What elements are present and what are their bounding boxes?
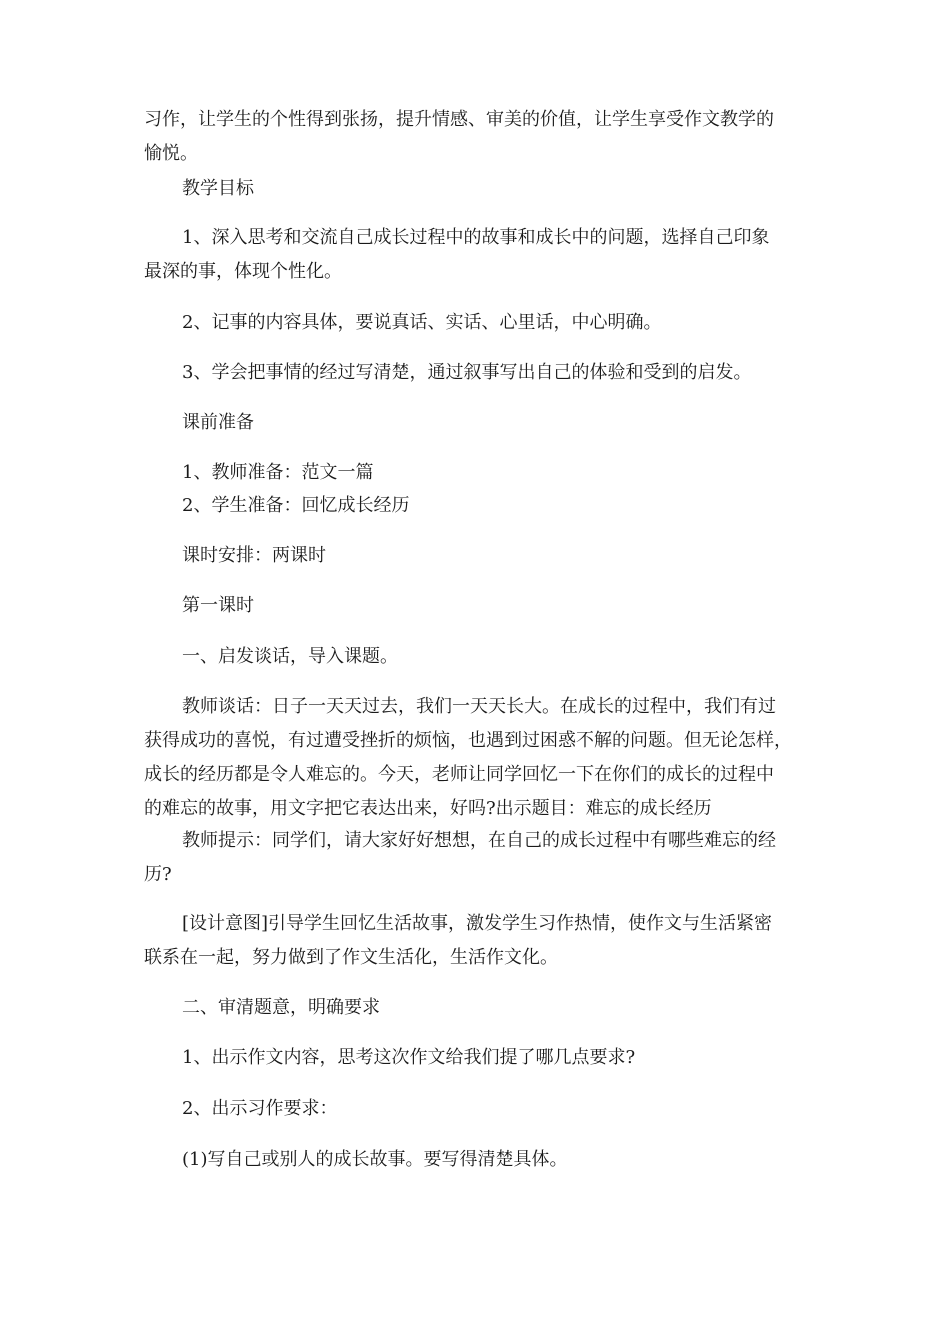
text-line: 教师提示：同学们，请大家好好想想，在自己的成长过程中有哪些难忘的经	[182, 830, 776, 851]
teacher-talk	[144, 690, 816, 826]
text-line: 一、启发谈话，导入课题。	[182, 646, 398, 667]
goal-1	[144, 221, 816, 289]
text-line: 第一课时	[182, 595, 254, 616]
requirement-1	[144, 1143, 816, 1177]
text-line: 的难忘的故事，用文字把它表达出来，好吗?出示题目：难忘的成长经历	[144, 798, 712, 819]
prep-teacher	[144, 456, 816, 490]
prep-student	[144, 489, 816, 523]
text-line: 1、深入思考和交流自己成长过程中的故事和成长中的问题，选择自己印象	[182, 227, 770, 248]
text-line: 3、学会把事情的经过写清楚，通过叙事写出自己的体验和受到的启发。	[182, 362, 752, 383]
text-line: 教学目标	[182, 178, 254, 199]
text-line: 最深的事，体现个性化。	[144, 261, 342, 282]
section-2-item-1	[144, 1041, 816, 1075]
heading-preparation	[144, 406, 816, 440]
text-line: 2、记事的内容具体，要说真话、实话、心里话，中心明确。	[182, 312, 662, 333]
text-line: 课时安排：两课时	[182, 545, 326, 566]
lesson-schedule	[144, 539, 816, 573]
text-line: 历?	[144, 864, 172, 885]
text-line: 1、出示作文内容，思考这次作文给我们提了哪几点要求?	[182, 1047, 636, 1068]
design-intent	[144, 907, 816, 975]
text-line: 习作，让学生的个性得到张扬，提升情感、审美的价值，让学生享受作文教学的	[144, 109, 774, 130]
text-line: 2、学生准备：回忆成长经历	[182, 495, 410, 516]
section-2-item-2	[144, 1092, 816, 1126]
heading-first-lesson	[144, 589, 816, 623]
goal-2	[144, 306, 816, 340]
text-line: (1)写自己或别人的成长故事。要写得清楚具体。	[182, 1149, 568, 1170]
text-line: 愉悦。	[144, 143, 198, 164]
text-line: 教师谈话：日子一天天过去，我们一天天长大。在成长的过程中，我们有过	[182, 696, 776, 717]
section-2-heading	[144, 991, 816, 1025]
section-1-heading	[144, 640, 816, 674]
teacher-hint	[144, 824, 816, 892]
goal-3	[144, 356, 816, 390]
text-line: 1、教师准备：范文一篇	[182, 462, 374, 483]
paragraph-intro	[144, 103, 816, 171]
heading-teaching-goals	[144, 172, 816, 206]
text-line: [设计意图]引导学生回忆生活故事，激发学生习作热情，使作文与生活紧密	[182, 913, 773, 934]
text-line: 联系在一起，努力做到了作文生活化，生活作文化。	[144, 947, 558, 968]
text-line: 课前准备	[182, 412, 254, 433]
text-line: 获得成功的喜悦，有过遭受挫折的烦恼，也遇到过困惑不解的问题。但无论怎样，	[144, 730, 792, 751]
text-line: 成长的经历都是令人难忘的。今天，老师让同学回忆一下在你们的成长的过程中	[144, 764, 774, 785]
text-line: 二、审清题意，明确要求	[182, 997, 380, 1018]
text-line: 2、出示习作要求：	[182, 1098, 338, 1119]
